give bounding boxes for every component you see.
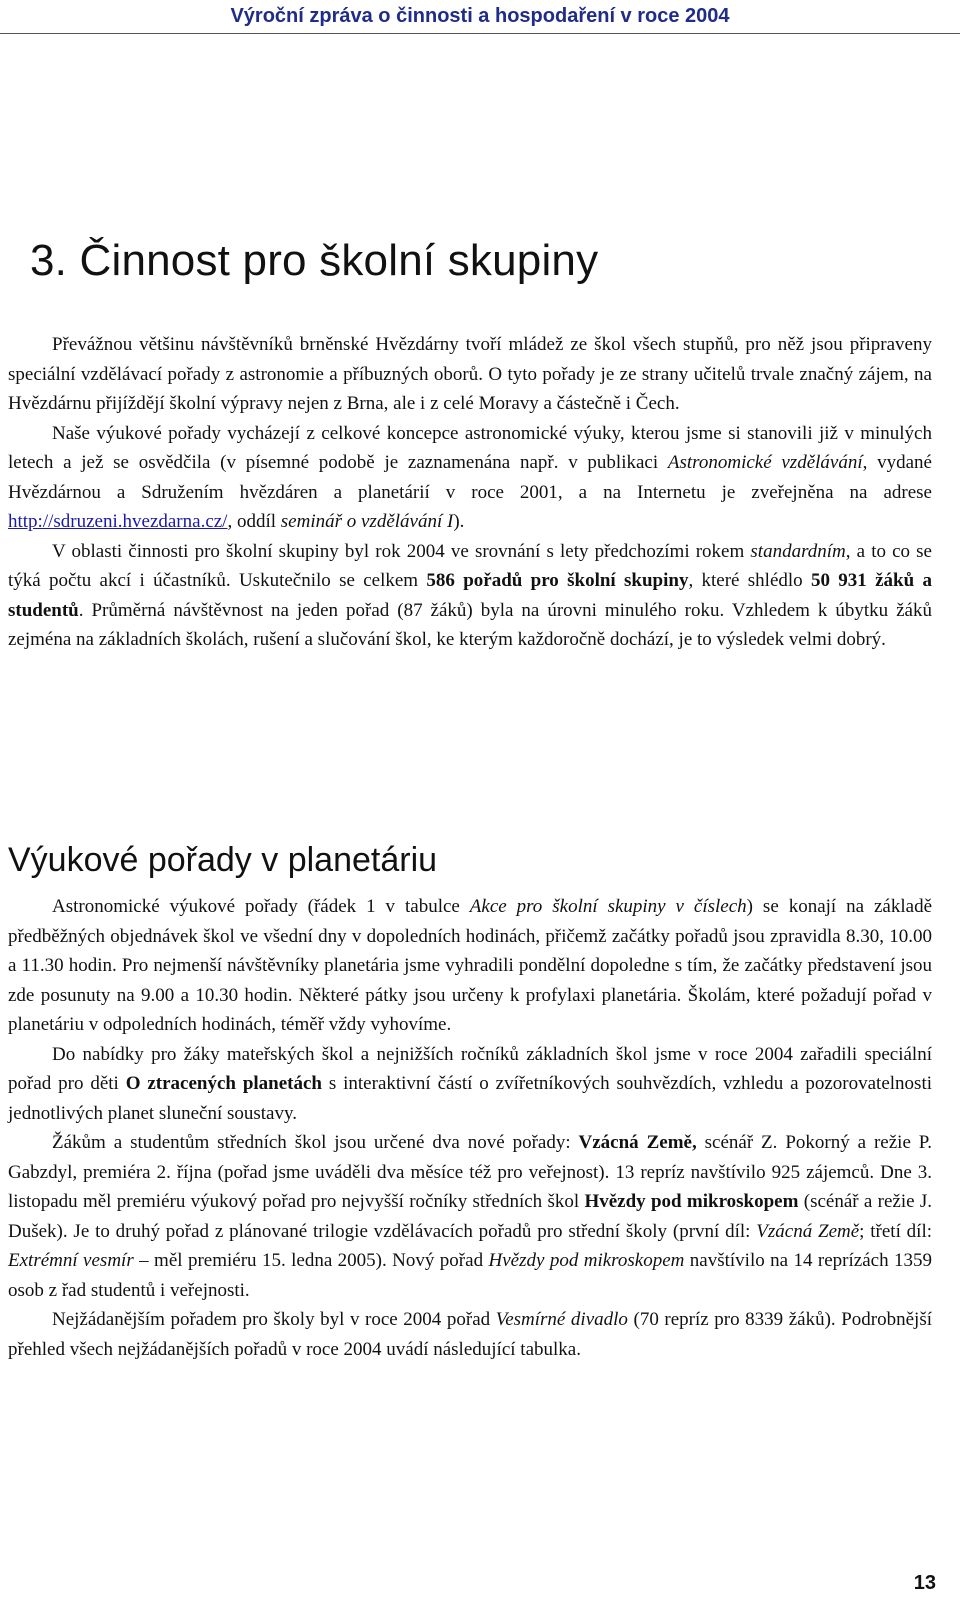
programs-count: 586 pořadů pro školní skupiny — [426, 570, 689, 591]
publication-title: Astronomické vzdělávání — [667, 452, 863, 473]
text-run: s interaktivní částí o zvířetníkových souhvězdích, vzhledu a pozorovatelnosti jednotlivých planet sluneční soustavy. — [8, 1073, 933, 1124]
running-header-title: Výroční zpráva o činnosti a hospodaření v roce 2004 — [230, 5, 730, 27]
emphasis-text: standardním — [750, 540, 846, 562]
page-number: 13 — [913, 1572, 936, 1594]
section-paragraph-3 — [8, 537, 932, 655]
students-count: 50 931 žáků a studentů — [8, 570, 932, 621]
text-run: navštívilo na 14 reprízách 1359 osob z řad studentů i veřejnosti. — [8, 1250, 932, 1301]
section-paragraph-1: Převážnou většinu návštěvníků brněnské Hvězdárny tvoří mládež ze škol všech stupňů, pro něž jsou připraveny speciální vzdělávací pořady z astronomie a příbuzných oborů. O tyto pořady je ze strany učitelů trvale značný zájem, na Hvězdárnu přijíždějí školní výpravy nejen z Brna, ale i z celé Moravy a částečně i Čech. — [8, 334, 932, 414]
running-header — [0, 2, 960, 34]
text-run: ) se konají na základě předběžných objednávek škol ve všední dny v dopoledních hodinách, přičemž začátky pořadů jsou zpravidla 8.30, 10.00 a 11.30 hodin. Pro nejmenší návštěvníky planetária jsme vyhradili pondělní dopoledne s tím, že začátky představení jsou zde posunuty na 9.00 a 10.30 hodin. Některé pátky jsou určeny k profylaxi planetária. Školám, které požadují pořad v planetáriu v odpoledních hodinách, téměř vždy vyhovíme. — [8, 896, 933, 1035]
program-title: O ztracených planetách — [125, 1073, 322, 1094]
program-title-italic: Extrémní vesmír — [8, 1250, 134, 1271]
text-run: , které shlédlo — [688, 570, 811, 591]
section-title: 3. Činnost pro školní skupiny — [30, 236, 599, 285]
program-title-italic: Vzácná Země — [756, 1220, 860, 1242]
text-run: ; třetí díl: — [859, 1220, 933, 1242]
text-run: Astronomické výukové pořady (řádek 1 v tabulce — [52, 896, 470, 917]
text-run: , a to co se týká počtu akcí i účastníků. Uskutečnilo se celkem — [8, 540, 932, 591]
text-run: . Průměrná návštěvnost na jeden pořad (87 žáků) byla na úrovni minulého roku. Vzhledem k úbytku žáků zejména na základních školách, rušení a slučování škol, ke kterým každoročně dochází, je to výsledek velmi dobrý. — [8, 599, 932, 650]
text-run: Do nabídky pro žáky mateřských škol a nejnižších ročníků základních škol jsme v roce 2004 zařadili speciální pořad pro děti — [8, 1043, 932, 1094]
subsection-body — [8, 892, 932, 1364]
program-title: Vzácná Země, — [578, 1132, 697, 1153]
section-paragraph-2 — [8, 419, 932, 537]
program-title-italic: Vesmírné divadlo — [495, 1309, 628, 1330]
text-run: scénář Z. Pokorný a režie P. Gabzdyl, premiéra 2. října (pořad jsme uváděli dva měsíce též pro veřejnost). 13 repríz navštívilo 925 zájemců. Dne 3. listopadu měl premiéru výukový pořad pro nejvyšší ročníky středních škol — [8, 1132, 932, 1212]
text-run: , vydané Hvězdárnou a Sdružením hvězdáren a planetárií v roce 2001, a na Internetu je zveřejněna na adrese — [8, 452, 932, 503]
website-link[interactable]: http://sdruzeni.hvezdarna.cz/ — [8, 511, 228, 532]
table-reference: Akce pro školní skupiny v číslech — [469, 896, 747, 917]
text-run: – měl premiéru 15. ledna 2005). Nový pořad — [133, 1250, 489, 1271]
text-run: Nejžádanějším pořadem pro školy byl v roce 2004 pořad — [52, 1309, 496, 1330]
subsection-paragraph-3 — [8, 1128, 932, 1305]
subsection-paragraph-4 — [8, 1305, 932, 1364]
subsection-title: Výukové pořady v planetáriu — [8, 841, 438, 879]
program-title-italic: Hvězdy pod mikroskopem — [488, 1250, 685, 1271]
subsection-paragraph-2 — [8, 1040, 932, 1129]
text-run: (scénář a režie J. Dušek). Je to druhý pořad z plánované trilogie vzdělávacích pořadů pro střední školy (první díl: — [8, 1191, 932, 1242]
text-run: V oblasti činnosti pro školní skupiny byl rok 2004 ve srovnání s lety předchozími rokem — [52, 540, 751, 562]
text-run: , oddíl — [227, 511, 281, 532]
text-run: (70 repríz pro 8339 žáků). Podrobnější přehled všech nejžádanějších pořadů v roce 2004 uvádí následující tabulka. — [8, 1309, 932, 1360]
text-run: ). — [453, 511, 465, 532]
subsection-paragraph-1 — [8, 892, 932, 1040]
section-body — [8, 330, 932, 655]
section-reference: seminář o vzdělávání I — [280, 511, 454, 532]
program-title: Hvězdy pod mikroskopem — [584, 1191, 799, 1212]
text-run: Naše výukové pořady vycházejí z celkové koncepce astronomické výuky, kterou jsme si stanovili již v minulých letech a jež se osvědčila (v písemné podobě je zaznamenána např. v publikaci — [8, 422, 932, 473]
text-run: Žákům a studentům středních škol jsou určené dva nové pořady: — [52, 1132, 579, 1153]
